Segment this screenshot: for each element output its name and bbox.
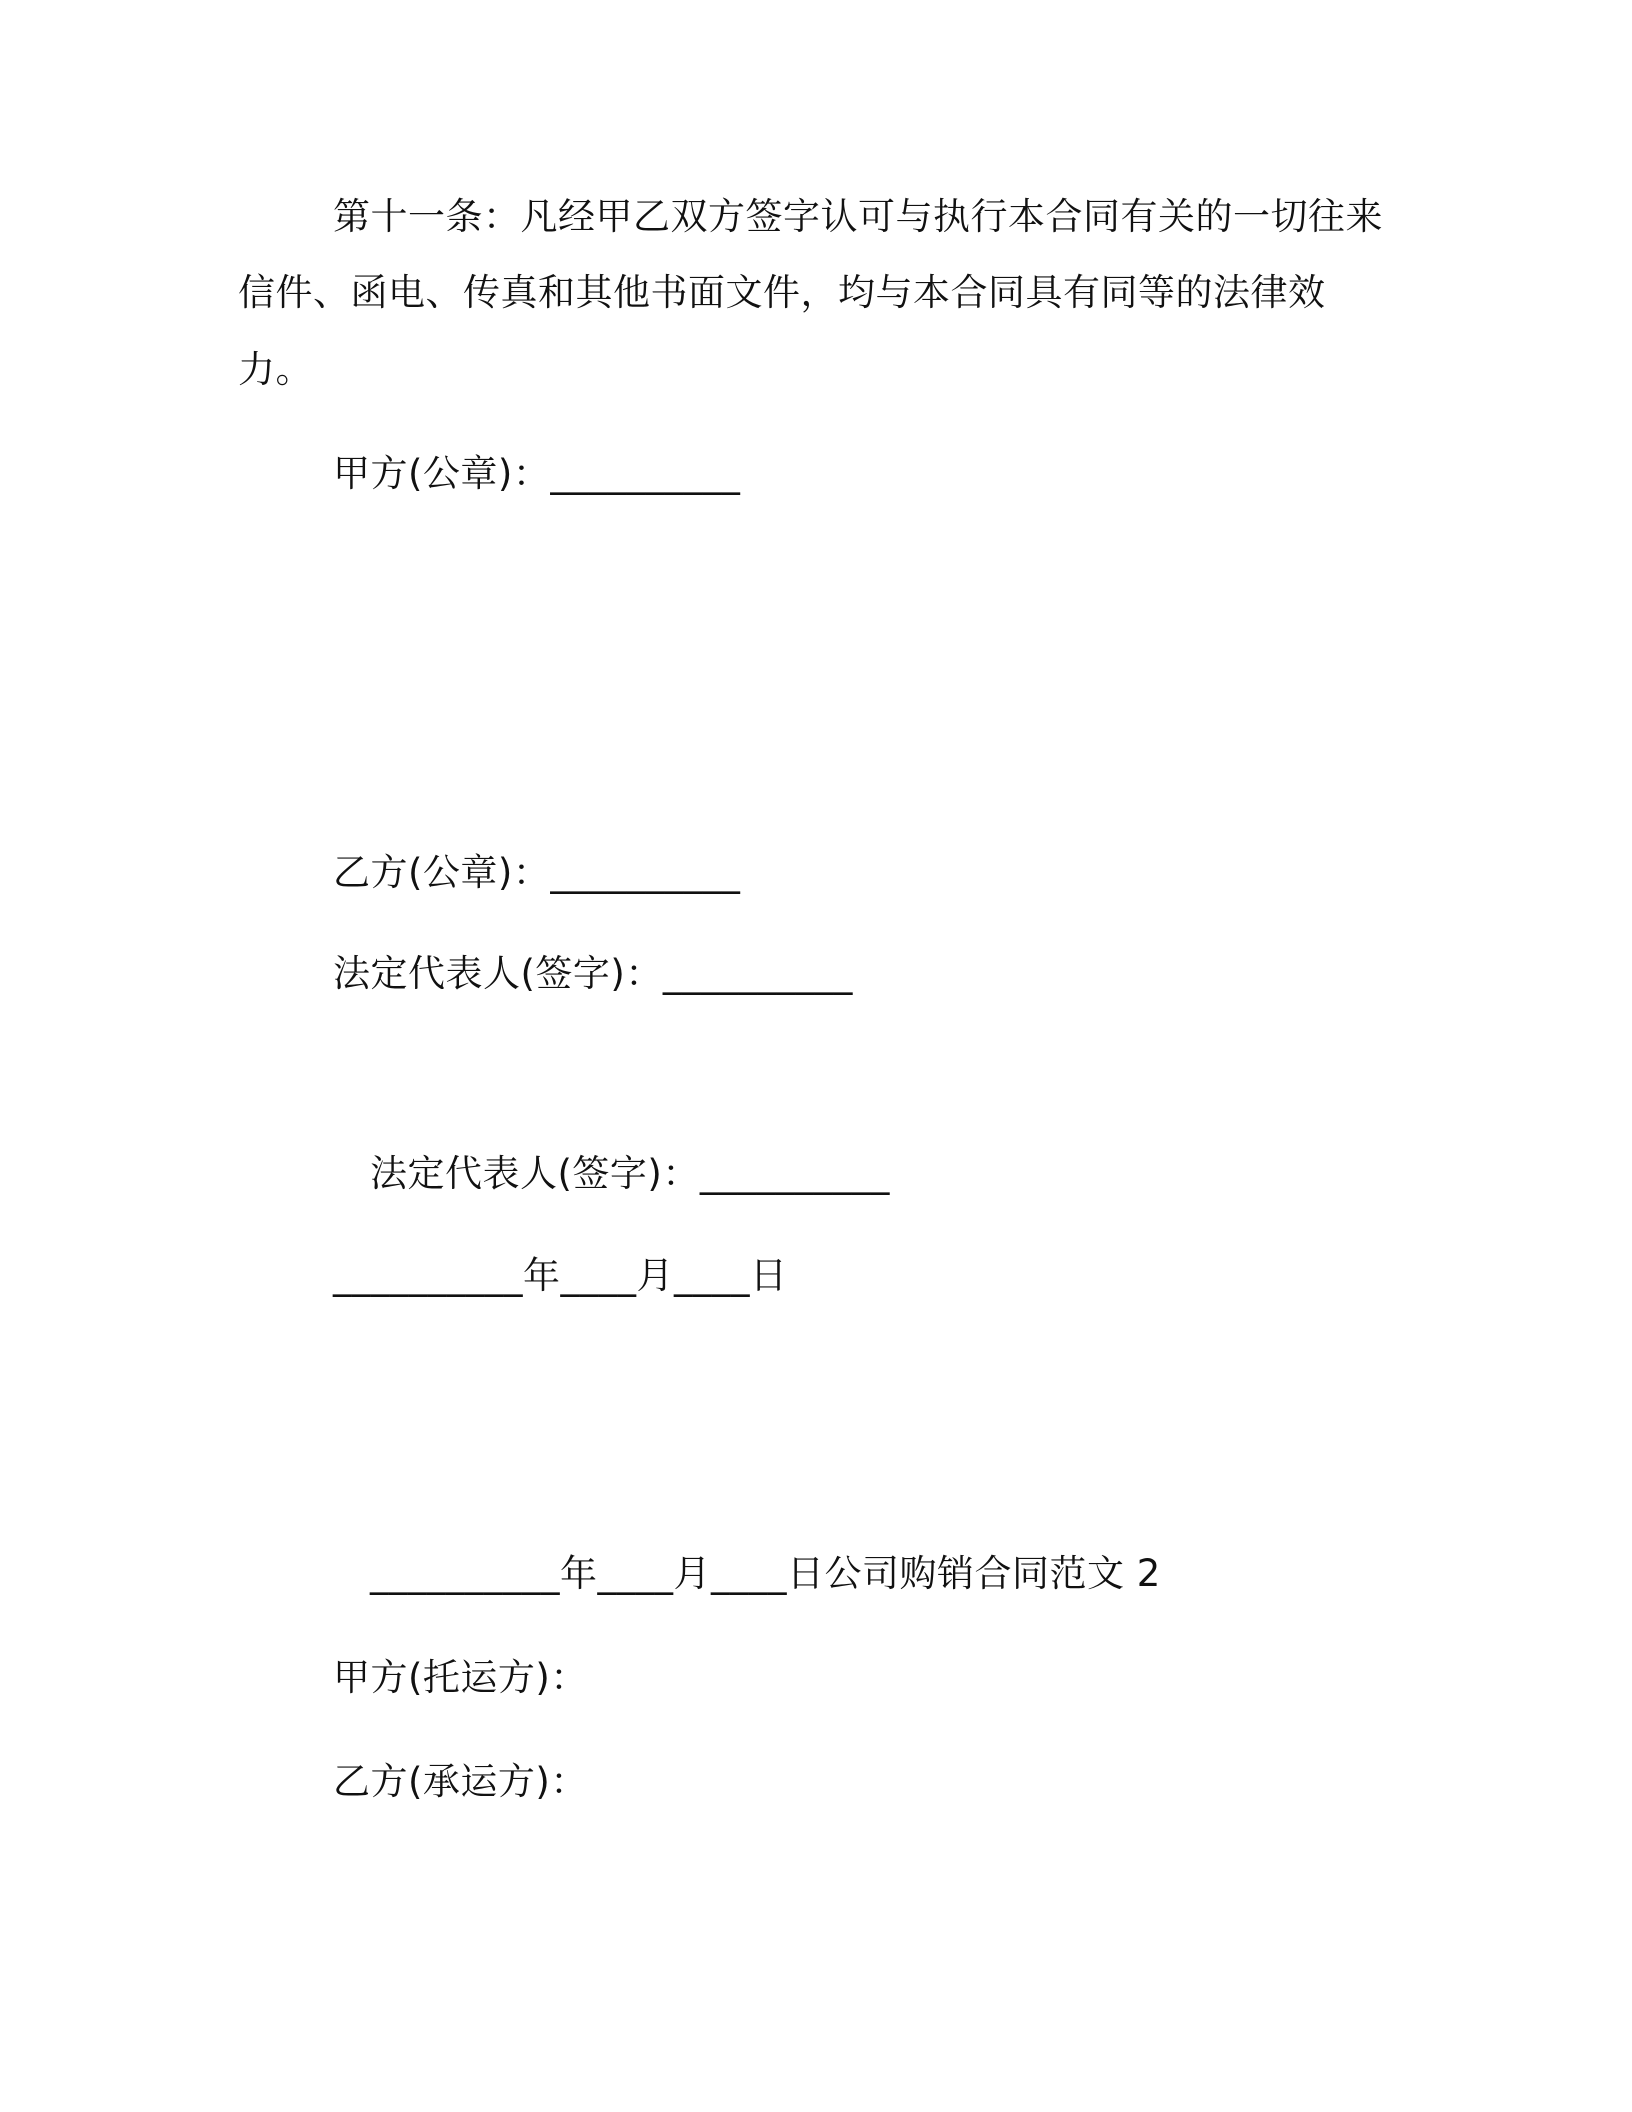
party-a-seal-field: 甲方(公章)：__________ [333,452,741,495]
legal-representative-field-1: 法定代表人(签字)：__________ [333,952,853,995]
contract-2-title: __________年____月____日公司购销合同范文 2 [370,1552,1161,1595]
signing-date: __________年____月____日 [333,1254,788,1297]
article-11-line-2: 信件、函电、传真和其他书面文件，均与本合同具有同等的法律效 [238,271,1326,314]
article-11-line-3: 力。 [238,348,313,391]
carrier-field: 乙方(承运方)： [333,1760,588,1803]
party-b-seal-field: 乙方(公章)：__________ [333,851,741,894]
consignor-field: 甲方(托运方)： [333,1656,588,1699]
article-11-line-1: 第十一条：凡经甲乙双方签字认可与执行本合同有关的一切往来 [333,195,1383,238]
legal-representative-field-2: 法定代表人(签字)：__________ [370,1152,890,1195]
